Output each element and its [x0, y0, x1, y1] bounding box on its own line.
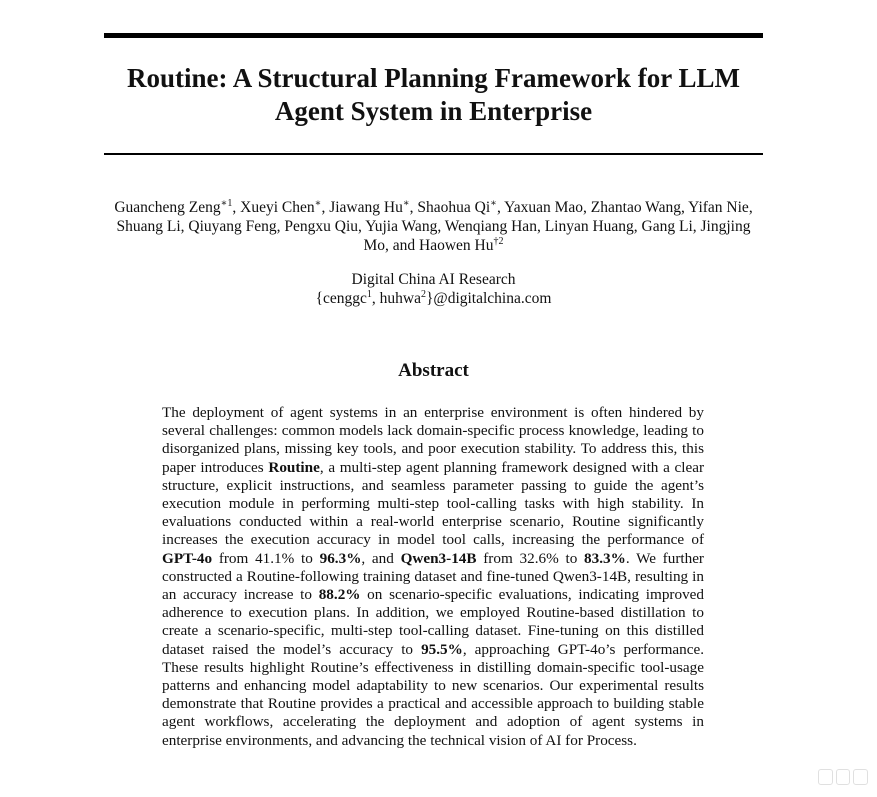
author-mark: ∗ [402, 197, 410, 209]
abstract-segment: from 32.6% to [476, 549, 585, 567]
author-list [104, 198, 763, 255]
author-name: , Shaohua Qi [409, 199, 491, 216]
watermark-icon [818, 767, 868, 787]
watermark-square-icon [853, 769, 868, 785]
title-line-2: Agent System in Enterprise [274, 96, 593, 126]
author-mark: ∗1 [220, 197, 233, 209]
email-part: , huhwa [371, 290, 421, 307]
abstract-bold: 95.5% [421, 640, 463, 658]
author-name: Guancheng Zeng [114, 199, 221, 216]
author-mark: ∗ [490, 197, 497, 209]
abstract-bold: 88.2% [318, 586, 361, 604]
author-name: , Xueyi Chen [232, 199, 315, 216]
author-names-rest: , Yaxuan Mao, Zhantao Wang, Yifan Nie, Shuang Li, Qiuyang Feng, Pengxu Qiu, Yujia Wang, Wenqiang Han, Linyan Huang, Gang Li, Jingjing Mo, and Haowen Hu [116, 199, 753, 254]
title-top-rule [104, 33, 763, 38]
author-mark: ∗ [314, 197, 322, 209]
abstract-bold: Routine [268, 458, 320, 476]
watermark-square-icon [818, 769, 833, 785]
abstract-segment: , and [361, 549, 401, 567]
abstract-bold: GPT-4o [162, 549, 213, 567]
title-bottom-rule [104, 153, 763, 155]
abstract-text [162, 404, 704, 750]
affiliation: Digital China AI Research [351, 271, 516, 288]
author-mark: †2 [493, 235, 504, 247]
abstract-segment: The deployment of agent systems in an enterprise environment is often hindered by several challenges: common models lack domain-specific process knowledge, leading to disorganized plans, missing key tools, and poor execution stability. To address this, this paper introduces [162, 404, 704, 476]
abstract-heading: Abstract [398, 360, 469, 381]
abstract-bold: 83.3% [584, 549, 626, 567]
abstract-segment: on scenario-specific evaluations, indicating improved adherence to execution plans. In addition, we employed Routine-based distillation to create a scenario-specific, multi-step tool-calling dataset. Fine-tuning on this distilled dataset raised the model’s accuracy to [162, 586, 704, 658]
email-mark: 2 [420, 288, 426, 300]
abstract-segment: . We further constructed a Routine-following training dataset and fine-tuned Qwen3-14B, resulting in an accuracy increase to [162, 549, 704, 604]
paper-title [90, 62, 777, 128]
watermark-square-icon [836, 769, 851, 785]
abstract-segment: , approaching GPT-4o’s performance. These results highlight Routine’s effectiveness in distilling domain-specific tool-usage patterns and enhancing model adaptability to new scenarios. Our experimental results demonstrate that Routine provides a practical and accessible approach to building stable agent workflows, accelerating the deployment and adoption of agent systems in enterprise environments, and advancing the technical vision of AI for Process. [162, 640, 704, 749]
abstract-bold: Qwen3-14B [400, 549, 477, 567]
email-part: }@digitalchina.com [425, 290, 552, 307]
abstract-segment: , a multi-step agent planning framework designed with a clear structure, explicit instructions, and seamless parameter passing to guide the agent’s execution module in performing multi-step tool-calling tasks with high stability. In evaluations conducted within a real-world enterprise scenario, Routine significantly increases the execution accuracy in model tool calls, increasing the performance of [162, 458, 704, 549]
abstract-bold: 96.3% [319, 549, 362, 567]
contact-email [104, 289, 763, 308]
author-name: , Jiawang Hu [321, 199, 403, 216]
affiliation-block [104, 270, 763, 308]
email-mark: 1 [366, 288, 372, 300]
email-part: {cenggc [315, 290, 367, 307]
abstract-segment: from 41.1% to [212, 549, 320, 567]
title-line-1: Routine: A Structural Planning Framework for LLM [127, 63, 740, 93]
